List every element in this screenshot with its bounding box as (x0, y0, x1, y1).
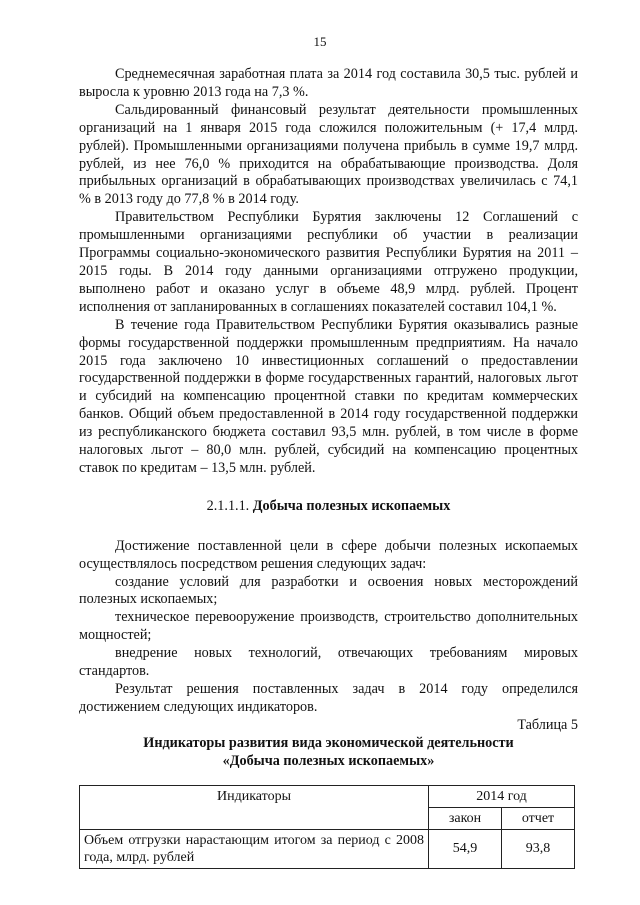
section-number: 2.1.1.1. (206, 497, 250, 514)
table-title-line-1: Индикаторы развития вида экономической деятельности (143, 734, 514, 751)
section-heading (79, 498, 578, 516)
document-body (79, 66, 578, 869)
paragraph-goal: Достижение поставленной цели в сфере добычи полезных ископаемых осуществлялось посредством решения следующих задач: (79, 537, 578, 572)
cell-actual: 93,8 (502, 829, 575, 868)
paragraph-task-2: техническое перевооружение производств, строительство дополнительных мощностей; (79, 609, 578, 644)
table-header-row (80, 785, 575, 807)
paragraph-state-support: В течение года Правительством Республики Бурятия оказывались разные формы государственной поддержки промышленным предприятиям. На начало 2015 года заключено 10 инвестиционных соглашений о предоставлении государственной поддержки в форме государственных гарантий, налоговых льгот и субсидий на компенсацию процентной ставки по кредитам коммерческих банков. Общий объем предоставленной в 2014 году государственной поддержки из республиканского бюджета составил 93,5 млн. рублей, в том числе в форме налоговых льгот – 80,0 млн. рублей, субсидий на компенсацию процентных ставок по кредитам – 13,5 млн. рублей. (79, 316, 578, 476)
paragraph-task-3: внедрение новых технологий, отвечающих требованиям мировых стандартов. (79, 645, 578, 680)
section-title: Добыча полезных ископаемых (252, 497, 451, 514)
cell-plan: 54,9 (429, 829, 502, 868)
table-title-line-2: «Добыча полезных ископаемых» (222, 752, 435, 769)
table-row (80, 829, 575, 868)
table-number: Таблица 5 (517, 716, 578, 733)
paragraph-salary: Среднемесячная заработная плата за 2014 год составила 30,5 тыс. рублей и выросла к уровню 2013 года на 7,3 %. (79, 66, 578, 100)
page-number: 15 (313, 34, 327, 49)
paragraph-financial-result: Сальдированный финансовый результат деятельности промышленных организаций на 1 января 2015 года сложился положительным (+ 17,4 млрд. рублей). Промышленными организациями получена прибыль в сумме 19,7 млрд. рублей, из нее 76,0 % приходится на обрабатывающие производства. Доля прибыльных организаций в обрабатывающих производствах увеличилась с 74,1 % в 2013 году до 77,8 % в 2014 году. (79, 101, 578, 208)
cell-indicator: Объем отгрузки нарастающим итогом за период с 2008 года, млрд. рублей (80, 829, 429, 868)
paragraph-agreements: Правительством Республики Бурятия заключены 12 Соглашений с промышленными организациями республики об участии в реализации Программы социально-экономического развития Республики Бурятия на 2011 – 2015 годы. В 2014 году данными организациями отгружено продукции, выполнено работ и оказано услуг в объеме 48,9 млрд. рублей. Процент исполнения от запланированных в соглашениях показателей составил 104,1 %. (79, 209, 578, 315)
header-indicators: Индикаторы (80, 785, 429, 829)
indicators-table (79, 785, 575, 869)
header-year: 2014 год (429, 785, 575, 807)
header-plan: закон (429, 807, 502, 829)
paragraph-result: Результат решения поставленных задач в 2014 году определился достижением следующих индикаторов. (79, 681, 578, 715)
paragraph-task-1: создание условий для разработки и освоения новых месторождений полезных ископаемых; (79, 573, 578, 608)
header-actual: отчет (502, 807, 575, 829)
